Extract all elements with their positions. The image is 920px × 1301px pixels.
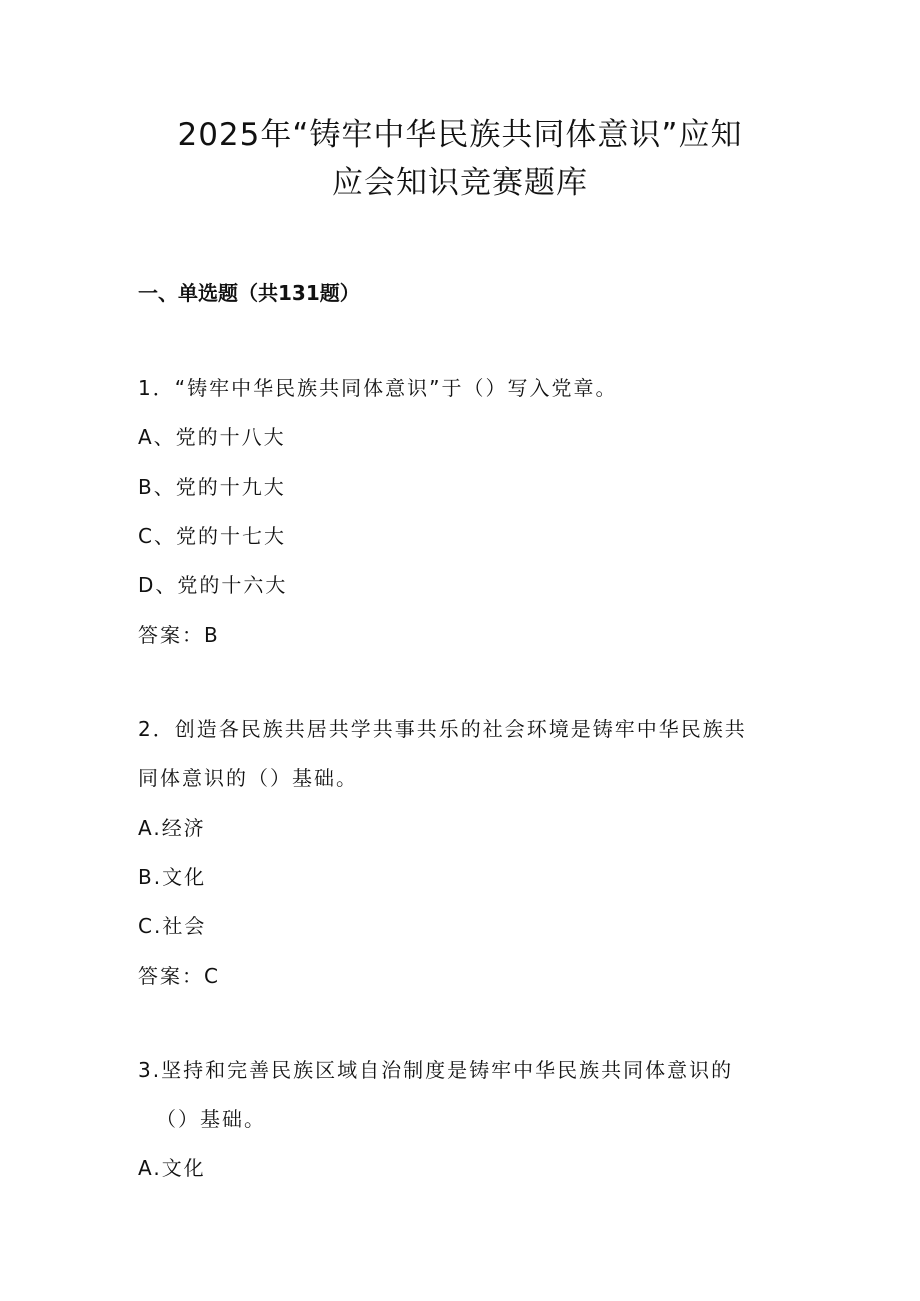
question-1-option-a: A、党的十八大: [138, 425, 286, 449]
question-2-answer: 答案：C: [138, 964, 220, 988]
question-1-option-d: D、党的十六大: [138, 573, 288, 597]
question-1-stem: 1．“铸牢中华民族共同体意识”于（）写入党章。: [138, 376, 618, 400]
question-2-stem-line2: 同体意识的（）基础。: [138, 766, 358, 790]
question-3-option-a: A.文化: [138, 1156, 206, 1180]
question-2-option-c: C.社会: [138, 914, 207, 938]
document-title-line1: 2025年“铸牢中华民族共同体意识”应知: [177, 117, 743, 153]
question-2-option-b: B.文化: [138, 865, 207, 889]
section-heading: 一、单选题（共131题）: [138, 281, 360, 305]
question-3-stem-line1: 3.坚持和完善民族区域自治制度是铸牢中华民族共同体意识的: [138, 1058, 734, 1082]
question-1-option-b: B、党的十九大: [138, 475, 286, 499]
question-1-option-c: C、党的十七大: [138, 524, 286, 548]
question-1-answer: 答案：B: [138, 623, 220, 647]
document-title-line2: 应会知识竞赛题库: [332, 165, 588, 201]
question-2-stem-line1: 2．创造各民族共居共学共事共乐的社会环境是铸牢中华民族共: [138, 717, 747, 741]
question-3-stem-line2: （）基础。: [156, 1107, 266, 1131]
question-2-option-a: A.经济: [138, 816, 206, 840]
